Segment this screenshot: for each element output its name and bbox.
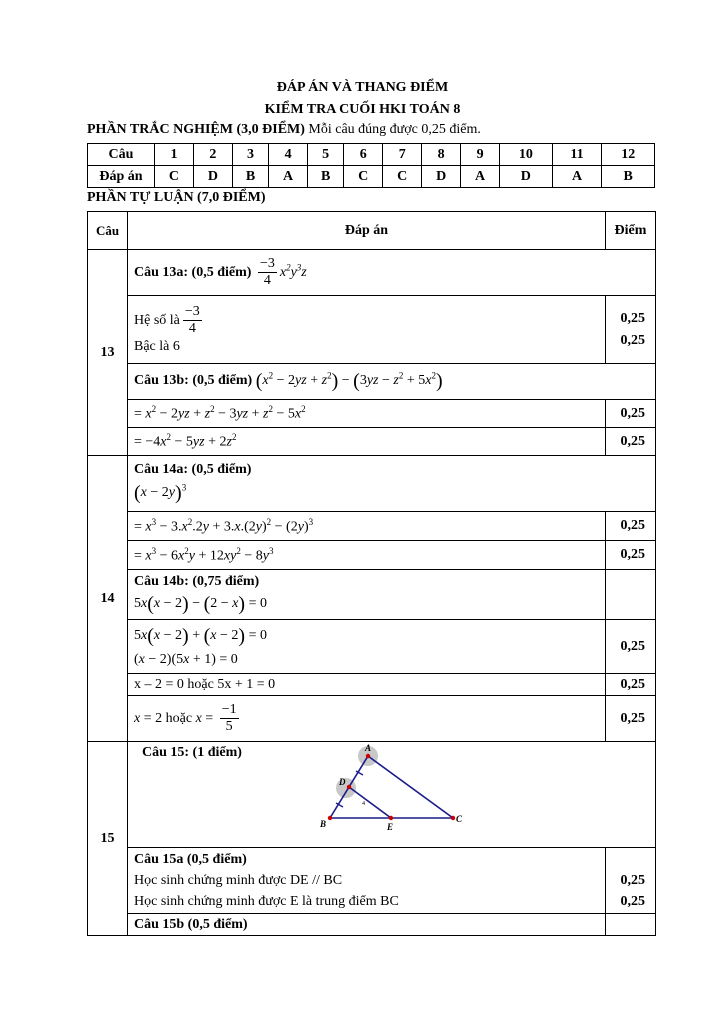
question-number: 13 [88, 250, 128, 456]
mc-question-number: 7 [383, 144, 422, 166]
math-line: x = 2 hoặc x = $\frac{-1}{5}$ [128, 696, 606, 742]
mc-question-number: 12 [602, 144, 655, 166]
score-cell: 0,25 [606, 400, 656, 428]
mc-question-number: 8 [422, 144, 461, 166]
table-row [88, 456, 656, 512]
table-row [88, 400, 656, 428]
essay-table [87, 211, 656, 936]
score-cell: 0,25 0,25 [606, 848, 656, 914]
mc-answer: B [232, 166, 268, 188]
score-cell: 0,25 [606, 541, 656, 570]
q13a-answer [128, 296, 606, 364]
table-row [88, 674, 656, 696]
label-d: D [339, 777, 346, 787]
q15a-line1: Học sinh chứng minh được DE // BC [134, 872, 343, 888]
multiple-choice-table [87, 143, 655, 188]
bac-label: Bậc là 6 [134, 339, 180, 355]
math-lines: 5x(x − 2) + (x − 2) = 0 (x − 2)(5x + 1) = 0 [128, 620, 606, 674]
mc-question-number: 3 [232, 144, 268, 166]
fraction: $\frac{-1}{5}$ [221, 701, 237, 734]
question-number: 14 [88, 456, 128, 742]
mc-row-label: Đáp án [88, 166, 155, 188]
mc-answer: D [500, 166, 553, 188]
math-line: = $x^2 - 2yz + z^2 - 3yz + z^2 - 5x^2$ [128, 400, 606, 428]
fraction: $\frac{-3}{4}$ [184, 303, 200, 336]
essay-section-heading [87, 190, 266, 206]
mc-answer: C [344, 166, 383, 188]
mc-question-number: 6 [344, 144, 383, 166]
label-b: B [320, 819, 327, 829]
label-a: A [365, 743, 372, 753]
q14a-cell: Câu 14a: (0,5 điểm) $(x - 2y)^3$ [128, 456, 656, 512]
mc-section-title: PHẦN TRẮC NGHIỆM (3,0 ĐIỂM) [87, 122, 305, 137]
angle-label: 4 [362, 801, 365, 807]
he-so-label: Hệ số là [134, 312, 180, 328]
mc-row-label: Câu [88, 144, 155, 166]
q14b-heading: Câu 14b: (0,75 điểm) [134, 573, 260, 589]
mc-question-number: 2 [193, 144, 232, 166]
table-row [88, 914, 656, 936]
score-cell: 0,25 [606, 620, 656, 674]
table-row [88, 512, 656, 541]
q13b-cell: Câu 13b: (0,5 điểm) $(x^2 - 2yz + z^2) - (3yz - z^2 + 5x^2)$ [128, 364, 656, 400]
triangle-figure [278, 742, 463, 842]
mc-answer: B [602, 166, 655, 188]
score-cell-empty [606, 914, 656, 936]
math-line: x – 2 = 0 hoặc 5x + 1 = 0 [128, 674, 606, 696]
doc-subtitle: KIỂM TRA CUỐI HKI TOÁN 8 [264, 102, 461, 117]
score-cell: 0,25 [606, 428, 656, 456]
mc-question-number: 11 [552, 144, 602, 166]
essay-header-row [88, 212, 656, 250]
mc-question-number: 4 [269, 144, 308, 166]
mc-answer: A [269, 166, 308, 188]
q13b-heading: Câu 13b: (0,5 điểm) [134, 373, 253, 388]
score-cell: 0,25 0,25 [606, 296, 656, 364]
mc-answer: A [552, 166, 602, 188]
score-cell: 0,25 [606, 696, 656, 742]
mc-answer: D [422, 166, 461, 188]
q13a-cell: Câu 13a: (0,5 điểm) $\frac{-3}{4}$ $x^2y^3z$ [128, 250, 656, 296]
math-line: = $-4x^2 - 5yz + 2z^2$ [128, 428, 606, 456]
mc-question-row [88, 144, 655, 166]
mc-question-number: 10 [500, 144, 553, 166]
mc-question-number: 1 [155, 144, 194, 166]
table-row [88, 428, 656, 456]
table-row [88, 620, 656, 674]
question-number: 15 [88, 742, 128, 936]
fraction: $\frac{-3}{4}$ [259, 255, 275, 288]
math-line: = $x^3 - 3.x^2.2y + 3.x.(2y)^2 - (2y)^3$ [128, 512, 606, 541]
table-row [88, 250, 656, 296]
mc-answer-row [88, 166, 655, 188]
score-cell: 0,25 [606, 674, 656, 696]
mc-answer: D [193, 166, 232, 188]
mc-answer: C [383, 166, 422, 188]
mc-question-number: 9 [461, 144, 500, 166]
essay-section-title: PHẦN TỰ LUẬN (7,0 ĐIỂM) [87, 190, 266, 205]
q14b-cell: Câu 14b: (0,75 điểm) 5x(x − 2) − (2 − x) = 0 [128, 570, 606, 620]
label-e: E [387, 822, 394, 832]
q15b-heading: Câu 15b (0,5 điểm) [128, 914, 606, 936]
col-header-cau: Câu [88, 212, 128, 250]
math-line: = $x^3 - 6x^2y + 12xy^2 - 8y^3$ [128, 541, 606, 570]
table-row [88, 541, 656, 570]
table-row [88, 696, 656, 742]
segment-de [349, 787, 391, 818]
score-cell-empty [606, 570, 656, 620]
label-c: C [456, 814, 463, 824]
col-header-dap-an: Đáp án [128, 212, 606, 250]
score-cell: 0,25 [606, 512, 656, 541]
mc-answer: C [155, 166, 194, 188]
mc-section-note: Mỗi câu đúng được 0,25 điểm. [304, 122, 481, 137]
table-row [88, 570, 656, 620]
q13a-heading: Câu 13a: (0,5 điểm) [134, 264, 252, 280]
table-row [88, 848, 656, 914]
mc-section-heading [87, 122, 481, 138]
mc-answer: A [461, 166, 500, 188]
table-row [88, 364, 656, 400]
q15a-line2: Học sinh chứng minh được E là trung điểm BC [134, 893, 399, 909]
doc-title: ĐÁP ÁN VÀ THANG ĐIỂM [276, 80, 449, 95]
col-header-diem: Điểm [606, 212, 656, 250]
side-ac [368, 756, 453, 818]
mc-answer: B [308, 166, 344, 188]
table-row [88, 296, 656, 364]
q14a-heading: Câu 14a: (0,5 điểm) [134, 462, 252, 477]
table-row [88, 742, 656, 848]
mc-question-number: 5 [308, 144, 344, 166]
q15-cell [128, 742, 656, 848]
q15-heading: Câu 15: (1 điểm) [142, 745, 242, 760]
q15a-heading: Câu 15a (0,5 điểm) [134, 851, 247, 867]
q15a-cell [128, 848, 606, 914]
